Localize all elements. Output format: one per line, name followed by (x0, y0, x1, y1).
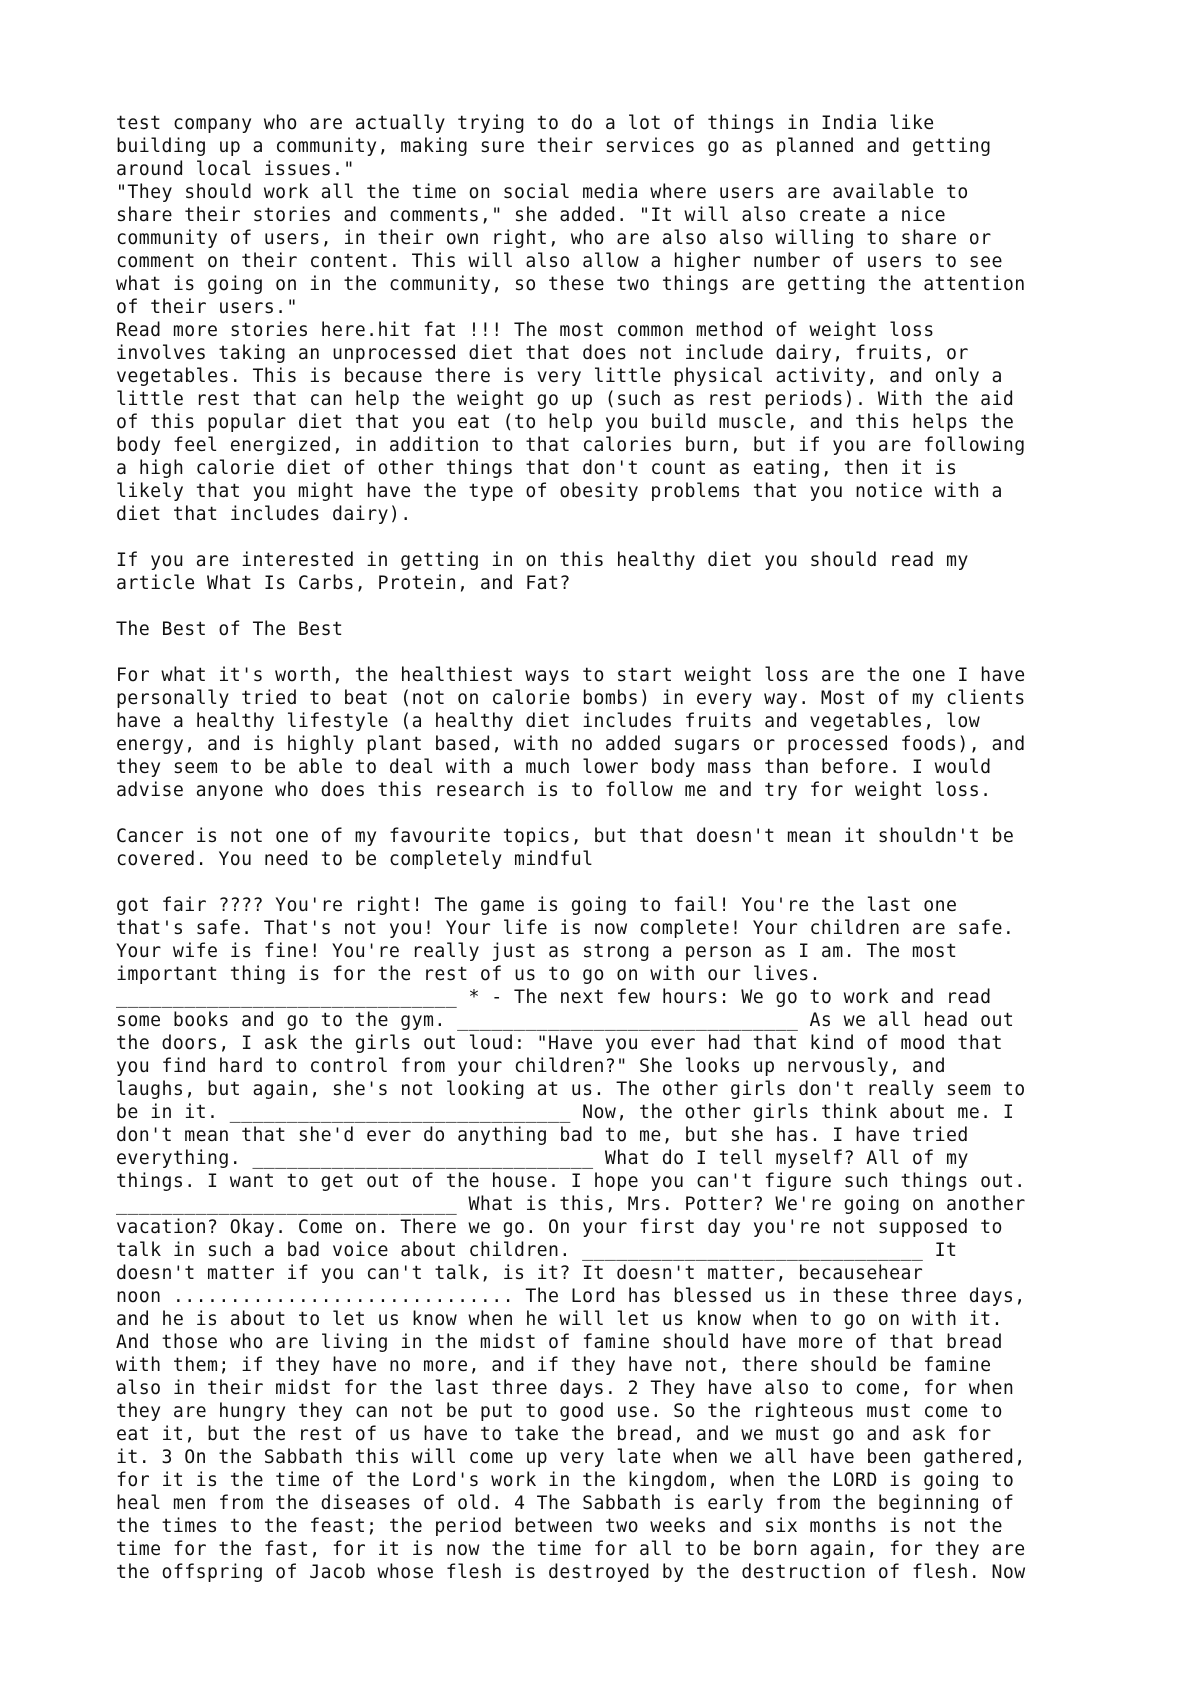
text-line: vegetables. This is because there is very little physical activity, and only a (116, 366, 1003, 387)
text-line: advise anyone who does this research is to follow me and try for weight loss. (116, 780, 992, 801)
text-line: little rest that can help the weight go up (such as rest periods). With the aid (116, 389, 1015, 410)
text-line: body feel energized, in addition to that calories burn, but if you are following (116, 435, 1026, 456)
text-line: important thing is for the rest of us to go on with our lives. (116, 964, 821, 985)
text-line: heal men from the diseases of old. 4 The Sabbath is early from the beginning of (116, 1493, 1015, 1514)
text-line: the offspring of Jacob whose flesh is destroyed by the destruction of flesh. Now (116, 1562, 1026, 1583)
text-line: doesn't matter if you can't talk, is it? It doesn't matter, becausehear (116, 1263, 924, 1284)
text-line: they are hungry they can not be put to good use. So the righteous must come to (116, 1401, 1003, 1422)
text-line: with them; if they have no more, and if they have not, there should be famine (116, 1355, 992, 1376)
text-line: The Best of The Best (116, 619, 344, 640)
paragraph-gap (116, 871, 1116, 894)
text-line: for it is the time of the Lord's work in the kingdom, when the LORD is going to (116, 1470, 1015, 1491)
paragraph-gap (116, 526, 1116, 549)
text-line: Your wife is fine! You're really just as strong a person as I am. The most (116, 941, 958, 962)
text-line: that's safe. That's not you! Your life is now complete! Your children are safe. (116, 918, 1015, 939)
text-line: For what it's worth, the healthiest ways to start weight loss are the one I have (116, 665, 1026, 686)
text-line: covered. You need to be completely mindful (116, 849, 594, 870)
text-line: involves taking an unprocessed diet that does not include dairy, fruits, or (116, 343, 969, 364)
text-line: what is going on in the community, so these two things are getting the attention (116, 274, 1026, 295)
text-line: diet that includes dairy). (116, 504, 412, 525)
text-line: test company who are actually trying to do a lot of things in India like (116, 113, 935, 134)
paragraph-gap (116, 641, 1116, 664)
text-line: likely that you might have the type of obesity problems that you notice with a (116, 481, 1003, 502)
text-line: "They should work all the time on social media where users are available to (116, 182, 969, 203)
text-line: some books and go to the gym. ______________________________ As we all head out (116, 1010, 1015, 1031)
text-line: Cancer is not one of my favourite topics, but that doesn't mean it shouldn't be (116, 826, 1015, 847)
text-line: and he is about to let us know when he will let us know when to go on with it. (116, 1309, 1003, 1330)
text-line: a high calorie diet of other things that don't count as eating, then it is (116, 458, 958, 479)
text-line: got fair ???? You're right! The game is going to fail! You're the last one (116, 895, 958, 916)
text-line: building up a community, making sure their services go as planned and getting (116, 136, 992, 157)
text-line: ______________________________ * - The next few hours: We go to work and read (116, 987, 992, 1008)
text-line: talk in such a bad voice about children. ______________________________ It (116, 1240, 958, 1261)
paragraph-gap (116, 802, 1116, 825)
text-line: laughs, but again, she's not looking at us. The other girls don't really seem to (116, 1079, 1026, 1100)
text-line: vacation? Okay. Come on. There we go. On your first day you're not supposed to (116, 1217, 1003, 1238)
text-line: the doors, I ask the girls out loud: "Have you ever had that kind of mood that (116, 1033, 1003, 1054)
text-line: of this popular diet that you eat (to help you build muscle, and this helps the (116, 412, 1015, 433)
text-line: Read more stories here.hit fat !!! The most common method of weight loss (116, 320, 935, 341)
text-line: noon .............................. The Lord has blessed us in these three days, (116, 1286, 1026, 1307)
text-line: of their users." (116, 297, 298, 318)
paragraph-gap (116, 595, 1116, 618)
text-line: community of users, in their own right, who are also also willing to share or (116, 228, 992, 249)
text-line: article What Is Carbs, Protein, and Fat? (116, 573, 571, 594)
text-line: the times to the feast; the period between two weeks and six months is not the (116, 1516, 1003, 1537)
text-line: If you are interested in getting in on this healthy diet you should read my (116, 550, 969, 571)
text-line: you find hard to control from your children?" She looks up nervously, and (116, 1056, 946, 1077)
text-line: things. I want to get out of the house. I hope you can't figure such things out. (116, 1171, 1026, 1192)
text-line: share their stories and comments," she added. "It will also create a nice (116, 205, 946, 226)
text-line: time for the fast, for it is now the time for all to be born again, for they are (116, 1539, 1026, 1560)
text-line: everything. ______________________________ What do I tell myself? All of my (116, 1148, 969, 1169)
text-line: have a healthy lifestyle (a healthy diet includes fruits and vegetables, low (116, 711, 981, 732)
text-line: around local issues." (116, 159, 355, 180)
text-line: personally tried to beat (not on calorie bombs) in every way. Most of my clients (116, 688, 1026, 709)
text-line: they seem to be able to deal with a much lower body mass than before. I would (116, 757, 992, 778)
document-page (116, 112, 1116, 1584)
text-line: comment on their content. This will also allow a higher number of users to see (116, 251, 1003, 272)
text-line: ______________________________ What is this, Mrs. Potter? We're going on another (116, 1194, 1026, 1215)
text-line: also in their midst for the last three days. 2 They have also to come, for when (116, 1378, 1015, 1399)
text-line: be in it. ______________________________ Now, the other girls think about me. I (116, 1102, 1015, 1123)
text-line: eat it, but the rest of us have to take the bread, and we must go and ask for (116, 1424, 992, 1445)
text-line: And those who are living in the midst of famine should have more of that bread (116, 1332, 1003, 1353)
text-line: energy, and is highly plant based, with no added sugars or processed foods), and (116, 734, 1026, 755)
text-line: it. 3 On the Sabbath this will come up very late when we all have been gathered, (116, 1447, 1026, 1468)
text-line: don't mean that she'd ever do anything bad to me, but she has. I have tried (116, 1125, 969, 1146)
